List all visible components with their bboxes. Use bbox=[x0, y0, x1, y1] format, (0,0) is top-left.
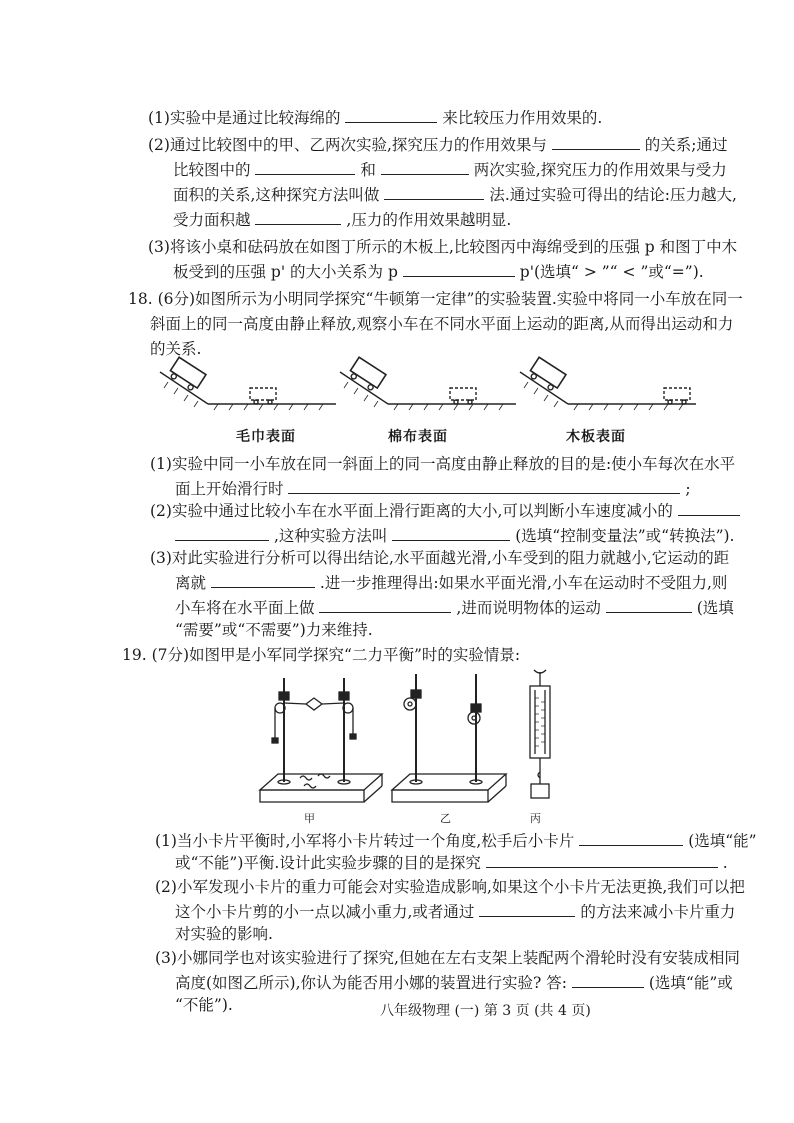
ramp-figure-cotton bbox=[338, 358, 518, 418]
answer-blank[interactable] bbox=[403, 262, 515, 277]
q18-part3-line4: “需要”或“不需要”)力来维持. bbox=[175, 621, 373, 639]
answer-blank[interactable] bbox=[552, 135, 640, 150]
q19-part3-line2: 高度(如图乙所示),你认为能否用小娜的装置进行实验? 答: (选填“能”或 bbox=[175, 974, 733, 992]
q19-part3-line3: “不能”). bbox=[175, 996, 233, 1014]
q19-part2-line2: 这个小卡片剪的小一点以减小重力,或者通过 的方法来减小卡片重力 bbox=[175, 903, 736, 921]
q19-part3-line1: (3)小娜同学也对该实验进行了探究,但她在左右支架上装配两个滑轮时没有安装成相同 bbox=[155, 949, 740, 967]
caption-wood: 木板表面 bbox=[566, 429, 626, 445]
caption-cotton: 棉布表面 bbox=[388, 429, 448, 445]
page-footer: 八年级物理 (一) 第 3 页 (共 4 页) bbox=[380, 1003, 591, 1019]
q18-part3-line1: (3)对此实验进行分析可以得出结论,水平面越光滑,小车受到的阻力就越小,它运动的距 bbox=[150, 549, 730, 567]
answer-blank[interactable] bbox=[479, 902, 575, 917]
ramp-figure-towel bbox=[158, 358, 338, 418]
spring-scale-figure-bing bbox=[520, 668, 560, 808]
q18-part1-line1: (1)实验中同一小车放在同一斜面上的同一高度由静止释放的目的是:使小车每次在水平 bbox=[150, 455, 736, 473]
answer-blank[interactable] bbox=[572, 973, 644, 988]
q17-part2-line1: (2)通过比较图中的甲、乙两次实验,探究压力的作用效果与 的关系;通过 bbox=[148, 136, 728, 154]
q17-part2-line3: 面积的关系,这种探究方法叫做 法.通过实验可得出的结论:压力越大, bbox=[173, 186, 737, 204]
answer-blank[interactable] bbox=[288, 479, 680, 494]
answer-blank[interactable] bbox=[345, 108, 437, 123]
q19-part2-line1: (2)小军发现小卡片的重力可能会对实验造成影响,如果这个小卡片无法更换,我们可以把 bbox=[155, 878, 745, 896]
q18-intro-line2: 斜面上的同一高度由静止释放,观察小车在不同水平面上运动的距离,从而得出运动和力 bbox=[150, 315, 734, 333]
q19-part1-line2: 或“不能”)平衡.设计此实验步骤的目的是探究 . bbox=[175, 854, 728, 872]
apparatus-figure-yi bbox=[390, 668, 508, 810]
q17-part3-line2: 板受到的压强 p' 的大小关系为 p p'(选填“ > ”“ < ”或“=”). bbox=[173, 263, 704, 281]
q18-part2-line2: ,这种实验方法叫 (选填“控制变量法”或“转换法”). bbox=[175, 525, 734, 547]
q19-part1-line1: (1)当小卡片平衡时,小军将小卡片转过一个角度,松手后小卡片 (选填“能” bbox=[155, 832, 757, 850]
apparatus-figure-jia bbox=[258, 668, 386, 810]
fig-label-bing: 丙 bbox=[530, 812, 541, 825]
q19-intro: 19. (7分)如图甲是小军同学探究“二力平衡”时的实验情景: bbox=[122, 646, 521, 664]
answer-blank[interactable] bbox=[486, 853, 718, 868]
answer-blank[interactable] bbox=[384, 185, 484, 200]
answer-blank[interactable] bbox=[175, 526, 269, 541]
q18-part1-line2: 面上开始滑行时 ; bbox=[175, 480, 691, 498]
answer-blank[interactable] bbox=[381, 160, 469, 175]
q18-intro-line3: 的关系. bbox=[150, 340, 202, 358]
answer-blank[interactable] bbox=[579, 831, 683, 846]
q18-part3-line3: 小车将在水平面上做 ,进而说明物体的运动 (选填 bbox=[175, 599, 734, 617]
fig-label-jia: 甲 bbox=[304, 812, 315, 825]
answer-blank[interactable] bbox=[606, 598, 692, 613]
q17-part2-line2: 比较图中的 和 两次实验,探究压力的作用效果与受力 bbox=[173, 161, 727, 179]
answer-blank[interactable] bbox=[392, 526, 510, 541]
answer-blank[interactable] bbox=[319, 598, 451, 613]
q18-part2-line1: (2)实验中通过比较小车在水平面上滑行距离的大小,可以判断小车速度减小的 bbox=[150, 500, 740, 522]
q17-part3-line1: (3)将该小桌和砝码放在如图丁所示的木板上,比较图丙中海绵受到的压强 p 和图丁中木 bbox=[148, 238, 738, 256]
ramp-figure-wood bbox=[518, 358, 698, 418]
answer-blank[interactable] bbox=[678, 501, 740, 516]
q18-intro-line1: 18. (6分)如图所示为小明同学探究“牛顿第一定律”的实验装置.实验中将同一小车放在同一 bbox=[128, 290, 743, 308]
q17-part1: (1)实验中是通过比较海绵的 来比较压力作用效果的. bbox=[148, 109, 603, 127]
fig-label-yi: 乙 bbox=[440, 812, 451, 825]
q17-part2-line4: 受力面积越 ,压力的作用效果越明显. bbox=[173, 211, 512, 229]
q18-part3-line2: 离就 .进一步推理得出:如果水平面光滑,小车在运动时不受阻力,则 bbox=[175, 574, 728, 592]
caption-towel: 毛巾表面 bbox=[236, 429, 296, 445]
answer-blank[interactable] bbox=[255, 210, 341, 225]
answer-blank[interactable] bbox=[255, 160, 355, 175]
q19-part2-line3: 对实验的影响. bbox=[175, 925, 273, 943]
answer-blank[interactable] bbox=[211, 573, 315, 588]
